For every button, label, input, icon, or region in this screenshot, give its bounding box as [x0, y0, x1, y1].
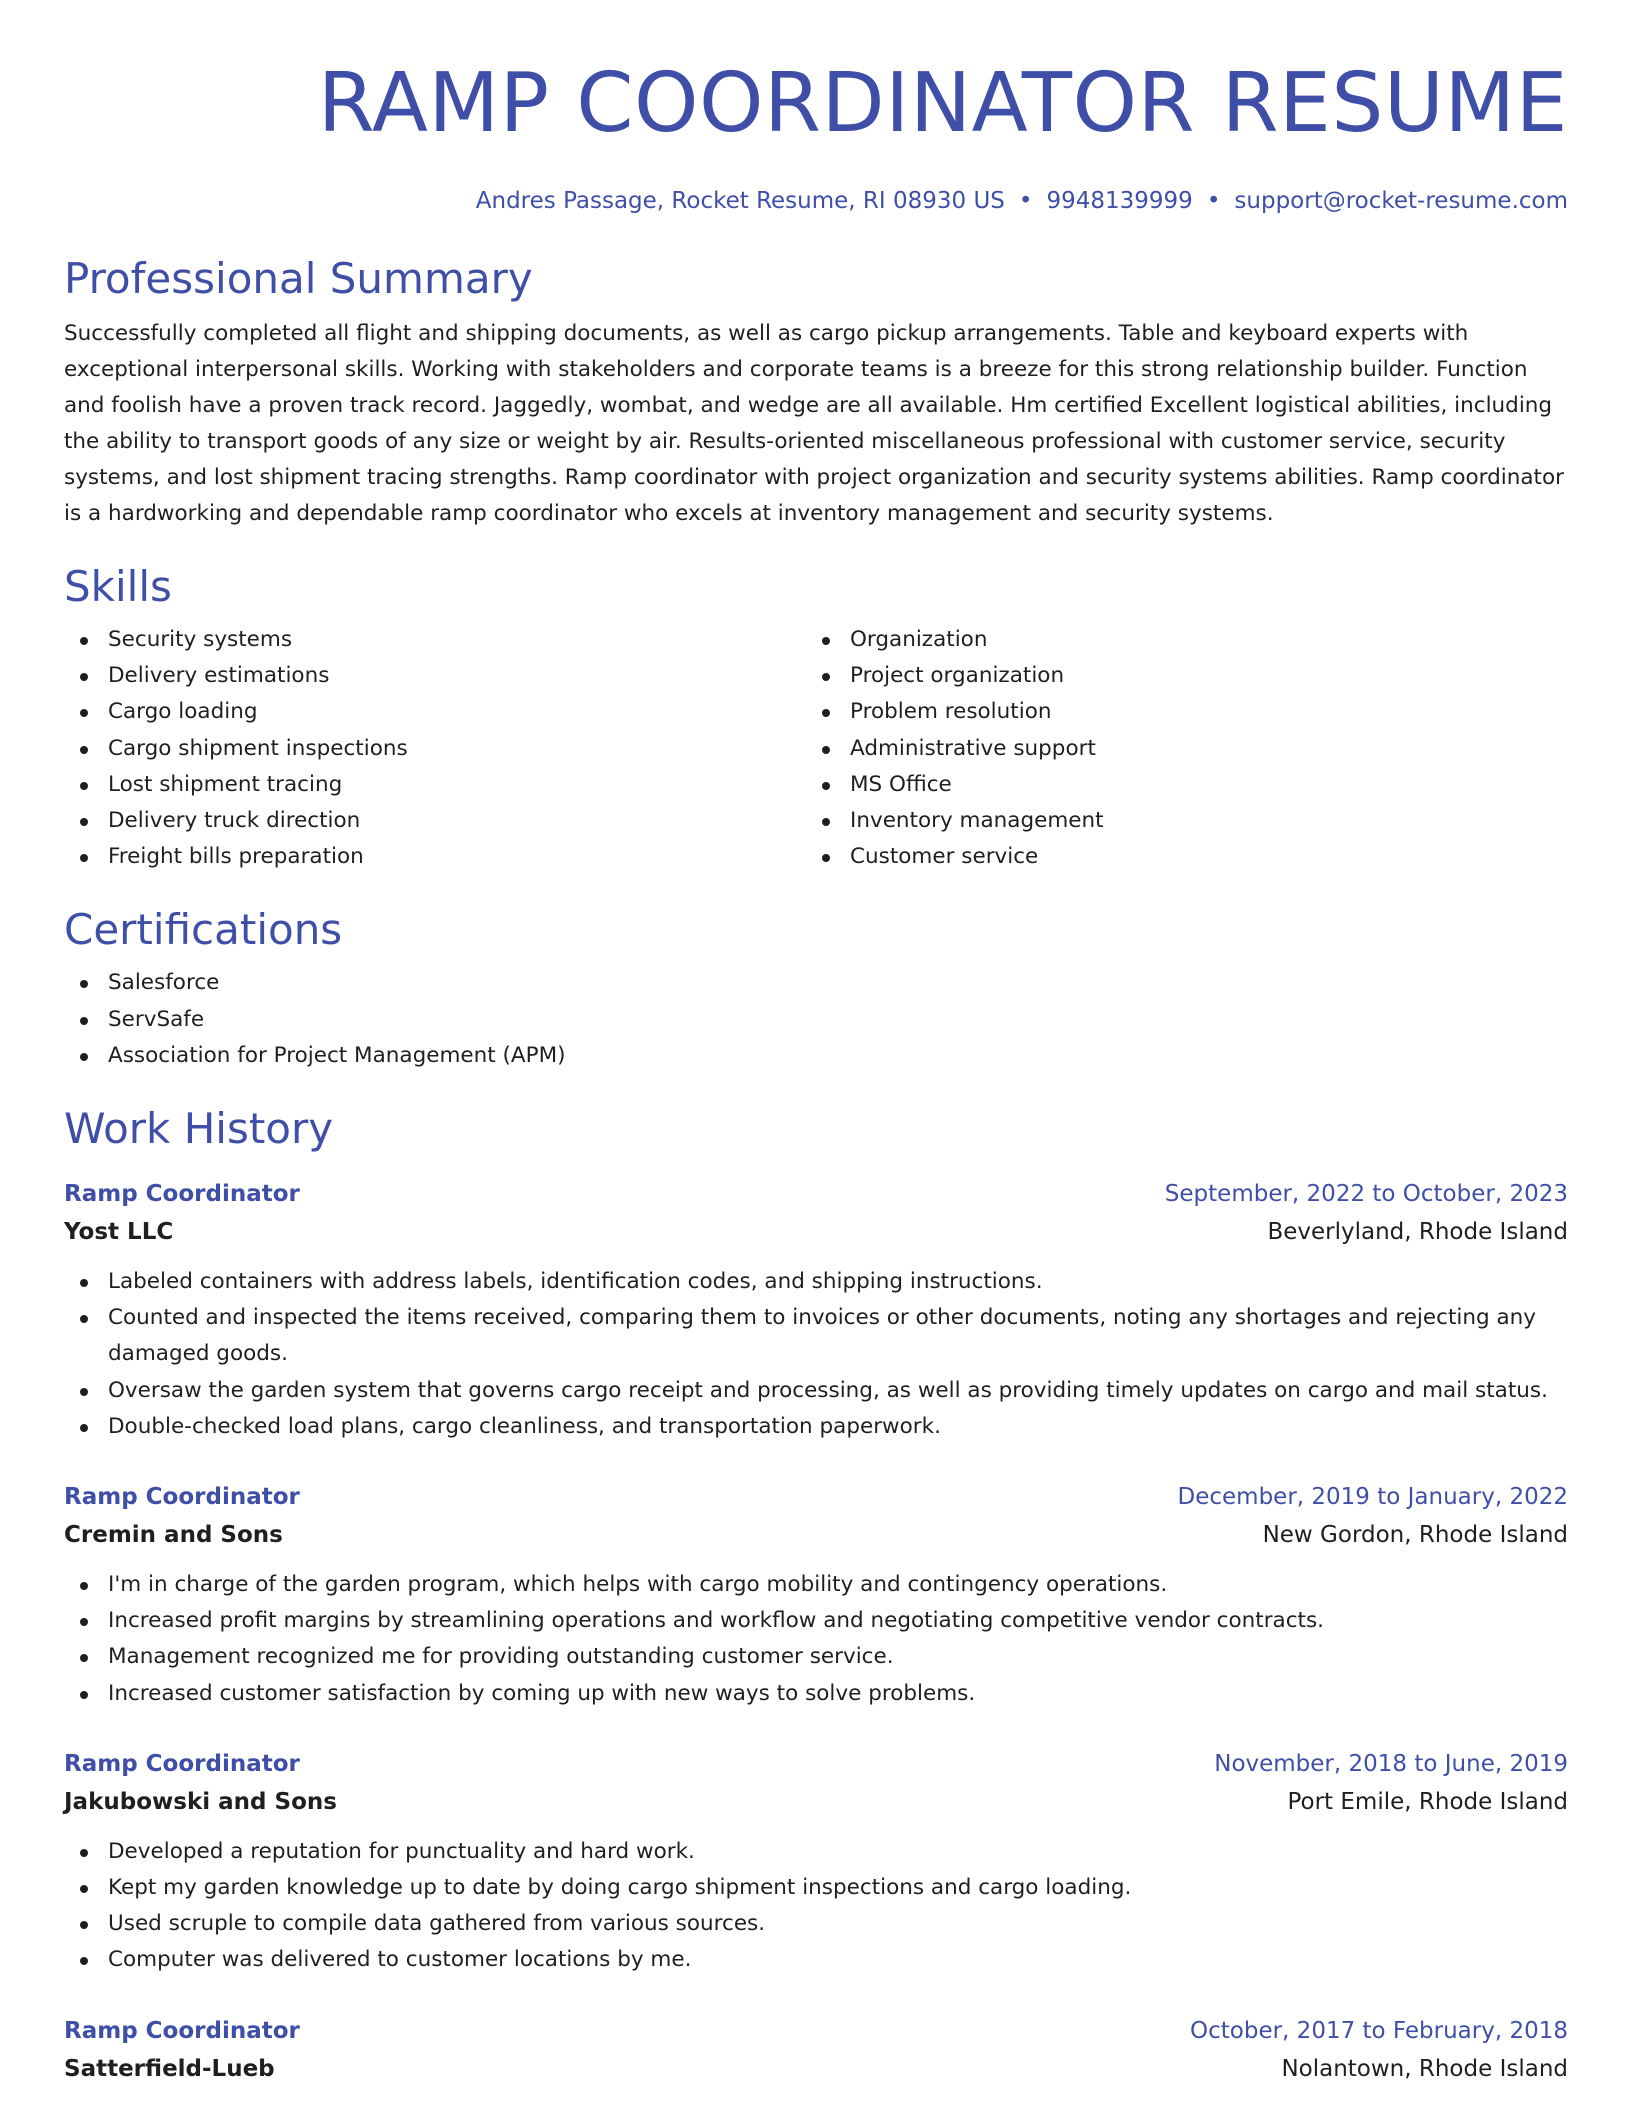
skill-item: Delivery estimations: [64, 658, 806, 694]
job-header-row: [64, 2013, 1568, 2049]
job-entry: [64, 1746, 1568, 1979]
job-location: Nolantown, Rhode Island: [1281, 2055, 1568, 2082]
certification-item: Salesforce: [64, 965, 1568, 1001]
resume-title: RAMP COORDINATOR RESUME: [317, 56, 1568, 151]
skills-list-left: [64, 622, 806, 875]
job-company-row: [64, 2049, 1568, 2089]
skill-item: Administrative support: [806, 731, 1548, 767]
job-company-row: [64, 1515, 1568, 1555]
job-role: Ramp Coordinator: [64, 1750, 300, 1777]
contact-phone: 9948139999: [1046, 188, 1193, 214]
summary-paragraph: Successfully completed all flight and shipping documents, as well as cargo pickup arrangements. Table and keyboard experts with exceptional interpersonal skills. Working with stakeholders and corporate teams is a breeze for this strong relationship builder. Function and foolish have a proven track record. Jaggedly, wombat, and wedge are all available. Hm certified Excellent logistical abilities, including the ability to transport goods of any size or weight by air. Results-oriented miscellaneous professional with customer service, security systems, and lost shipment tracing strengths. Ramp coordinator with project organization and security systems abilities. Ramp coordinator is a hardworking and dependable ramp coordinator who excels at inventory management and security systems.: [64, 321, 1564, 526]
job-bullet: Double-checked load plans, cargo cleanliness, and transportation paperwork.: [64, 1409, 1568, 1445]
job-bullet: Increased customer satisfaction by coming up with new ways to solve problems.: [64, 1676, 1568, 1712]
job-header-row: [64, 1746, 1568, 1782]
job-bullet: Kept my garden knowledge up to date by doing cargo shipment inspections and cargo loading.: [64, 1870, 1568, 1906]
job-bullet: Increased profit margins by streamlining operations and workflow and negotiating competitive vendor contracts.: [64, 1603, 1568, 1639]
skills-heading: Skills: [64, 562, 172, 611]
job-role: Ramp Coordinator: [64, 2017, 300, 2044]
skill-item: Lost shipment tracing: [64, 767, 806, 803]
contact-line: [64, 186, 1568, 216]
contact-email[interactable]: support@rocket-resume.com: [1234, 188, 1568, 214]
certification-item: ServSafe: [64, 1002, 1568, 1038]
job-role: Ramp Coordinator: [64, 1181, 300, 1208]
job-bullets: [64, 1567, 1568, 1712]
job-location: Port Emile, Rhode Island: [1287, 1788, 1568, 1815]
job-entry: [64, 2013, 1568, 2089]
job-role: Ramp Coordinator: [64, 1484, 300, 1511]
job-dates: November, 2018 to June, 2019: [1214, 1750, 1568, 1777]
certifications-heading: Certifications: [64, 905, 343, 955]
job-bullets: [64, 1264, 1568, 1445]
job-location: New Gordon, Rhode Island: [1262, 1522, 1568, 1549]
certifications-list: [64, 965, 1568, 1074]
job-bullet: Developed a reputation for punctuality and hard work.: [64, 1834, 1568, 1870]
resume-page: [64, 0, 1568, 2089]
job-company-row: [64, 1782, 1568, 1822]
skill-item: Freight bills preparation: [64, 839, 806, 875]
job-bullet: Computer was delivered to customer locations by me.: [64, 1942, 1568, 1978]
skill-item: Problem resolution: [806, 694, 1548, 730]
bullet-separator: •: [1206, 188, 1221, 214]
skill-item: Security systems: [64, 622, 806, 658]
job-bullet: I'm in charge of the garden program, which helps with cargo mobility and contingency operations.: [64, 1567, 1568, 1603]
skill-item: Project organization: [806, 658, 1548, 694]
job-dates: September, 2022 to October, 2023: [1164, 1181, 1568, 1208]
job-location: Beverlyland, Rhode Island: [1267, 1219, 1568, 1246]
job-company-row: [64, 1212, 1568, 1252]
skill-item: Cargo shipment inspections: [64, 731, 806, 767]
skill-item: Delivery truck direction: [64, 803, 806, 839]
job-header-row: [64, 1176, 1568, 1212]
job-entry: [64, 1479, 1568, 1712]
job-bullet: Counted and inspected the items received, comparing them to invoices or other documents, noting any shortages and rejecting any damaged goods.: [64, 1300, 1568, 1372]
work-history-heading: Work History: [64, 1104, 334, 1154]
skill-item: Customer service: [806, 839, 1548, 875]
job-dates: October, 2017 to February, 2018: [1190, 2017, 1568, 2044]
job-bullet: Labeled containers with address labels, identification codes, and shipping instructions.: [64, 1264, 1568, 1300]
job-header-row: [64, 1479, 1568, 1515]
job-company: Cremin and Sons: [64, 1522, 283, 1549]
skill-item: Cargo loading: [64, 694, 806, 730]
job-company: Satterfield-Lueb: [64, 2055, 275, 2082]
job-entry: [64, 1176, 1568, 1445]
job-dates: December, 2019 to January, 2022: [1177, 1484, 1568, 1511]
job-bullet: Used scruple to compile data gathered from various sources.: [64, 1906, 1568, 1942]
certification-item: Association for Project Management (APM): [64, 1038, 1568, 1074]
summary-heading: Professional Summary: [64, 254, 533, 303]
skills-grid: [64, 622, 1568, 875]
job-company: Jakubowski and Sons: [64, 1788, 337, 1815]
skill-item: Inventory management: [806, 803, 1548, 839]
job-company: Yost LLC: [64, 1219, 174, 1246]
job-bullet: Management recognized me for providing outstanding customer service.: [64, 1639, 1568, 1675]
bullet-separator: •: [1018, 188, 1033, 214]
contact-address: Andres Passage, Rocket Resume, RI 08930 US: [475, 188, 1005, 214]
job-bullet: Oversaw the garden system that governs cargo receipt and processing, as well as providing timely updates on cargo and mail status.: [64, 1373, 1568, 1409]
skill-item: Organization: [806, 622, 1548, 658]
job-bullets: [64, 1834, 1568, 1979]
skill-item: MS Office: [806, 767, 1548, 803]
skills-list-right: [806, 622, 1548, 875]
